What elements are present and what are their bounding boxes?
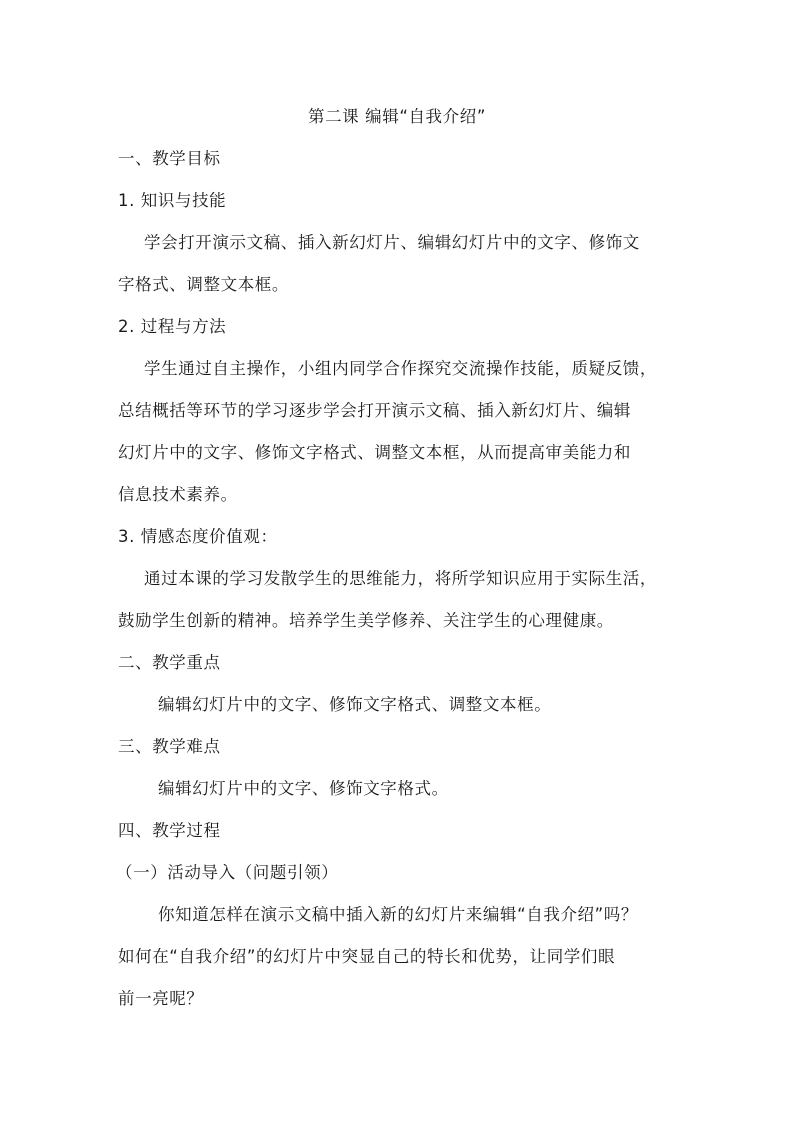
paragraph-line: 学会打开演示文稿、插入新幻灯片、编辑幻灯片中的文字、修饰文	[144, 233, 640, 252]
page-title: 第二课 编辑“自我介绍”	[307, 107, 487, 126]
paragraph-line: 信息技术素养。	[118, 485, 238, 504]
paragraph-line: 总结概括等环节的学习逐步学会打开演示文稿、插入新幻灯片、编辑	[118, 401, 631, 420]
paragraph-line: 幻灯片中的文字、修饰文字格式、调整文本框，从而提高审美能力和	[118, 443, 631, 462]
subheading-activity-intro: （一）活动导入（问题引领）	[116, 863, 339, 882]
paragraph-line: 鼓励学生创新的精神。培养学生美学修养、关注学生的心理健康。	[118, 611, 614, 630]
paragraph-line: 编辑幻灯片中的文字、修饰文字格式、调整文本框。	[158, 695, 552, 714]
paragraph-line: 通过本课的学习发散学生的思维能力，将所学知识应用于实际生活，	[144, 569, 657, 588]
section-heading-objectives: 一、教学目标	[118, 149, 221, 168]
paragraph-line: 前一亮呢？	[118, 989, 204, 1008]
paragraph-line: 如何在“自我介绍”的幻灯片中突显自己的特长和优势，让同学们眼	[118, 947, 616, 966]
paragraph-line: 字格式、调整文本框。	[118, 275, 289, 294]
section-heading-difficulties: 三、教学难点	[118, 737, 221, 756]
paragraph-line: 你知道怎样在演示文稿中插入新的幻灯片来编辑“自我介绍”吗？	[158, 905, 638, 924]
paragraph-line: 学生通过自主操作，小组内同学合作探究交流操作技能，质疑反馈，	[144, 359, 657, 378]
subheading-process-method: 2. 过程与方法	[118, 317, 227, 336]
subheading-knowledge-skills: 1. 知识与技能	[118, 191, 227, 210]
section-heading-key-points: 二、教学重点	[118, 653, 221, 672]
paragraph-line: 编辑幻灯片中的文字、修饰文字格式。	[158, 779, 449, 798]
section-heading-process: 四、教学过程	[118, 821, 221, 840]
subheading-emotion-values: 3. 情感态度价值观：	[118, 527, 278, 546]
